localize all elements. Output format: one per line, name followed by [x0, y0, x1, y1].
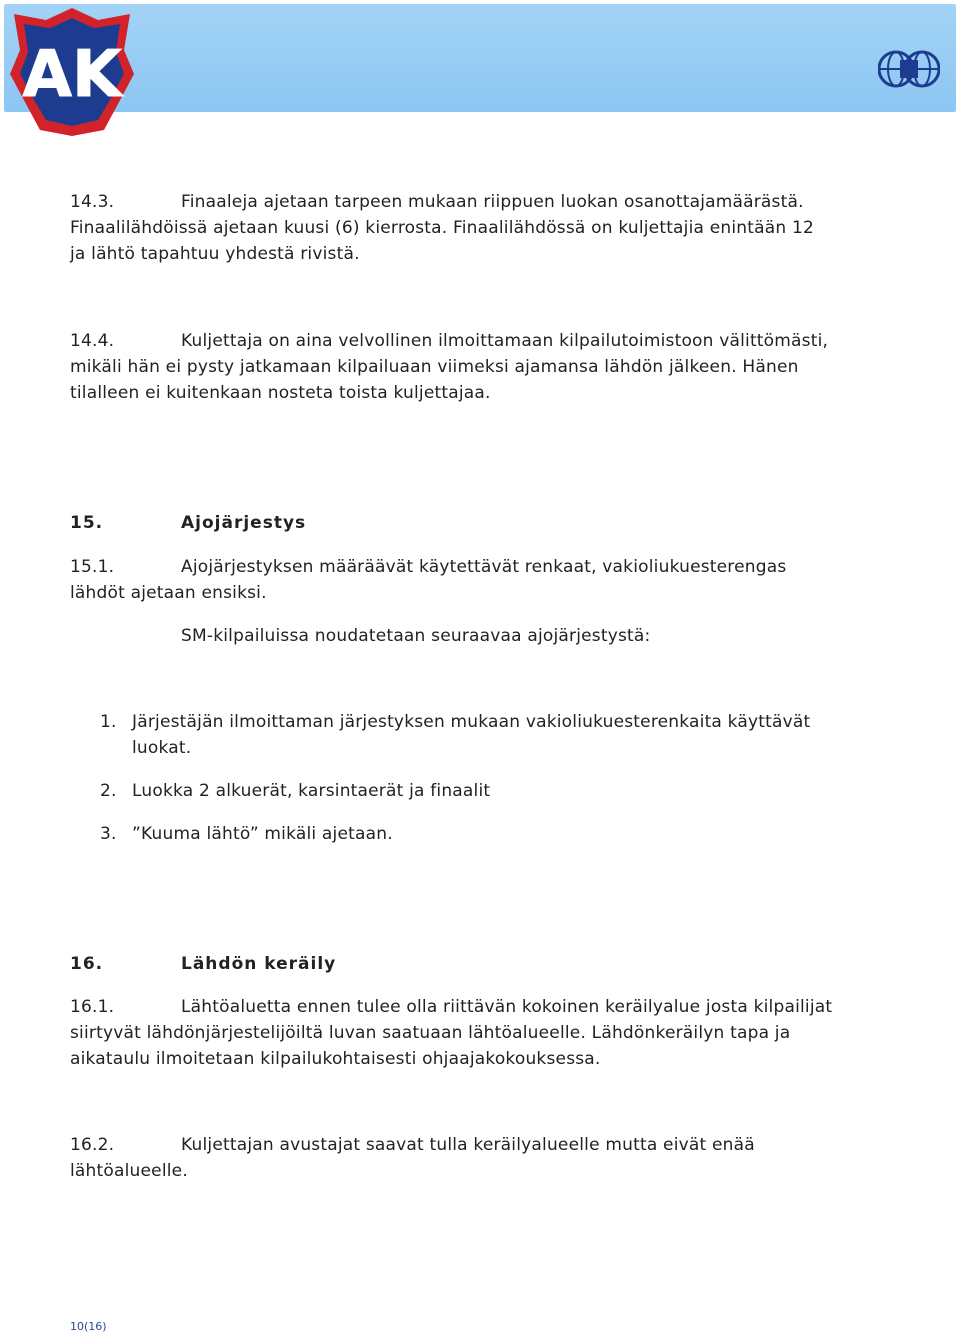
section-number: 15.1.	[70, 557, 115, 577]
section-text-line: aikataulu ilmoitetaan kilpailukohtaisesti ohjaajakokouksessa.	[70, 1049, 601, 1069]
list-item	[100, 709, 810, 761]
section-text-line: Lähtöaluetta ennen tulee olla riittävän kokoinen keräilyalue josta kilpailijat	[181, 997, 833, 1017]
section-text-line: tilalleen ei kuitenkaan nosteta toista kuljettajaa.	[70, 383, 491, 403]
section-text-line: Finaalilähdöissä ajetaan kuusi (6) kierrosta. Finaalilähdössä on kuljettajia enintään 12	[70, 218, 814, 238]
section-number: 14.4.	[70, 331, 115, 351]
section-number: 16.2.	[70, 1135, 115, 1155]
akk-logo-text: AK	[22, 38, 122, 112]
section-text-line: siirtyvät lähdönjärjestelijöiltä luvan saatuaan lähtöalueelle. Lähdönkeräilyn tapa ja	[70, 1023, 791, 1043]
section-text-line: ja lähtö tapahtuu yhdestä rivistä.	[70, 244, 360, 264]
list-text: Järjestäjän ilmoittaman järjestyksen mukaan vakioliukuesterenkaita käyttävät	[132, 712, 811, 732]
section-number: 16.1.	[70, 997, 115, 1017]
section-14-3	[70, 189, 900, 267]
section-text-line: mikäli hän ei pysty jatkamaan kilpailuaan viimeksi ajamansa lähdön jälkeen. Hänen	[70, 357, 799, 377]
list-item	[100, 821, 393, 847]
heading-title: Lähdön keräily	[181, 954, 337, 974]
list-text: luokat.	[132, 738, 192, 758]
list-text: Luokka 2 alkuerät, karsintaerät ja finaalit	[132, 781, 491, 801]
heading-number: 16.	[70, 954, 104, 974]
heading-title: Ajojärjestys	[181, 513, 307, 533]
section-heading-16	[70, 951, 336, 977]
section-16-1	[70, 994, 900, 1072]
section-heading-15	[70, 510, 306, 536]
section-16-2	[70, 1132, 900, 1184]
list-text: ”Kuuma lähtö” mikäli ajetaan.	[132, 824, 393, 844]
section-number: 14.3.	[70, 192, 115, 212]
akk-logo-icon	[6, 4, 138, 136]
section-text-line: Kuljettaja on aina velvollinen ilmoittamaan kilpailutoimistoon välittömästi,	[181, 331, 829, 351]
section-text-line: Kuljettajan avustajat saavat tulla keräilyalueelle mutta eivät enää	[181, 1135, 755, 1155]
header-band	[4, 4, 956, 112]
list-item	[100, 778, 490, 804]
section-text-line: Finaaleja ajetaan tarpeen mukaan riippuen luokan osanottajamäärästä.	[181, 192, 804, 212]
section-text-line: lähdöt ajetaan ensiksi.	[70, 583, 267, 603]
fia-globe-logo-icon	[878, 46, 940, 92]
list-number: 1.	[100, 712, 117, 732]
section-15-1	[70, 554, 900, 606]
section-14-4	[70, 328, 900, 406]
list-number: 2.	[100, 781, 117, 801]
page-number: 10(16)	[70, 1320, 107, 1333]
section-text-line: Ajojärjestyksen määräävät käytettävät renkaat, vakioliukuesterengas	[181, 557, 787, 577]
section-text-line: SM-kilpailuissa noudatetaan seuraavaa ajojärjestystä:	[181, 626, 651, 646]
list-number: 3.	[100, 824, 117, 844]
heading-number: 15.	[70, 513, 104, 533]
section-text-line: lähtöalueelle.	[70, 1161, 188, 1181]
